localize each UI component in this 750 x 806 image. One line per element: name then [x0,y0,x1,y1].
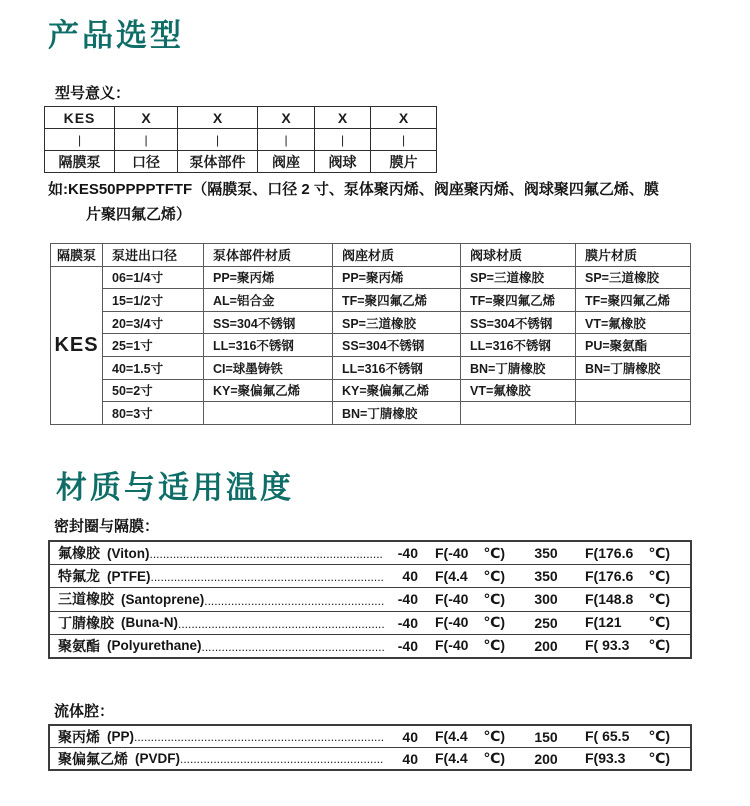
cell: SS=304不锈钢 [333,334,461,357]
high-temp-c-unit: ℃) [648,544,670,561]
cell: BN=丁腈橡胶 [333,402,461,425]
high-temp-f: 250 [534,614,558,631]
high-temp-c-unit: ℃) [648,728,670,744]
model-code-table [44,106,437,173]
high-temp-c [585,568,670,585]
high-temp-f: 300 [534,591,558,608]
connector-bar: | [258,129,315,151]
cell: LL=316不锈钢 [333,356,461,379]
high-temp-f: 350 [534,545,558,562]
material-name: 三道橡胶 [58,591,114,608]
col-header: 阀球材质 [461,244,576,267]
temp-row [50,542,690,564]
cell: 20=3/4寸 [103,311,204,334]
model-example [48,177,720,227]
cell: CI=球墨铸铁 [204,356,333,379]
dot-leader [151,568,385,587]
cell: 50=2寸 [103,379,204,402]
high-temp-c-unit: ℃) [648,567,670,584]
cell: SP=三道橡胶 [576,266,691,289]
material-name-en: (Santoprene) [121,591,205,607]
cell: AL=铝合金 [204,289,333,312]
high-temp-c-value: F(121 [585,614,622,631]
cell: TF=聚四氟乙烯 [576,289,691,312]
high-temp-c-value: F( 65.5 [585,728,630,744]
temp-row [50,634,690,657]
low-temp-c-value: F(4.4 [435,567,468,584]
cell [204,402,333,425]
model-part-name: 隔膜泵 [45,151,115,173]
cell [576,402,691,425]
cell: TF=聚四氟乙烯 [461,289,576,312]
temp-row [50,587,690,610]
page-title-product-selection: 产品选型 [48,18,184,53]
table-row [51,266,691,289]
material-name: 特氟龙 [58,568,100,585]
low-temp-c-value: F(4.4 [435,728,468,744]
cell: 06=1/4寸 [103,266,204,289]
high-temp-c [585,728,670,745]
cell: 80=3寸 [103,402,204,425]
cell [461,402,576,425]
low-temp-c [435,591,505,608]
low-temp-f: -40 [397,614,418,631]
high-temp-c-value: F(176.6 [585,544,634,561]
low-temp-c [435,728,505,745]
temp-row [50,611,690,634]
material-name: 聚偏氟乙烯 [58,750,128,767]
low-temp-c-unit: ℃) [483,637,505,654]
table-row [51,289,691,312]
table-row [51,356,691,379]
col-header: 泵体部件材质 [204,244,333,267]
high-temp-f: 350 [534,568,558,585]
low-temp-c [435,750,505,767]
table-row [51,402,691,425]
cell: SS=304不锈钢 [204,311,333,334]
low-temp-c-unit: ℃) [483,728,505,744]
low-temp-c-unit: ℃) [483,590,505,607]
cell: 15=1/2寸 [103,289,204,312]
cell: SP=三道橡胶 [333,311,461,334]
high-temp-c-unit: ℃) [648,750,670,766]
model-example-line1: 如:KES50PPPPTFTF（隔膜泵、口径 2 寸、泵体聚丙烯、阀座聚丙烯、阀球聚四氟乙烯、膜 [48,181,659,198]
model-part-name: 膜片 [371,151,437,173]
material-name: 氟橡胶 [58,545,100,562]
table-row [51,379,691,402]
table-row [51,334,691,357]
cell: KY=聚偏氟乙烯 [333,379,461,402]
low-temp-f: 40 [402,750,418,767]
cell: PP=聚丙烯 [333,266,461,289]
cell: BN=丁腈橡胶 [576,356,691,379]
material-name-en: (PP) [107,729,134,744]
material-name-en: (Buna-N) [121,615,178,631]
high-temp-c-unit: ℃) [648,614,670,631]
low-temp-c-unit: ℃) [483,567,505,584]
dot-leader [202,638,384,657]
cell: TF=聚四氟乙烯 [333,289,461,312]
dot-leader [178,615,384,634]
material-name-en: (Polyurethane) [107,638,202,654]
material-name-en: (PVDF) [135,751,180,766]
model-code-cell: X [371,107,437,129]
material-name-en: (PTFE) [107,568,151,584]
dot-leader [134,728,384,747]
model-bar-row [45,129,437,151]
high-temp-c [585,637,670,654]
model-code-row [45,107,437,129]
low-temp-c-value: F(-40 [435,637,469,654]
low-temp-f: 40 [402,568,418,585]
low-temp-c [435,614,505,631]
series-cell: KES [51,266,103,424]
high-temp-f: 200 [534,637,558,654]
low-temp-c [435,545,505,562]
low-temp-f: -40 [397,545,418,562]
dot-leader [204,592,384,611]
cell: SP=三道橡胶 [461,266,576,289]
model-meaning-label: 型号意义： [55,85,131,102]
col-header: 泵进出口径 [103,244,204,267]
connector-bar: | [371,129,437,151]
high-temp-c [585,545,670,562]
selection-header-row [51,244,691,267]
cell: 40=1.5寸 [103,356,204,379]
col-header: 阀座材质 [333,244,461,267]
high-temp-c [585,614,670,631]
high-temp-c [585,591,670,608]
model-part-name: 阀座 [258,151,315,173]
page-title-material-temperature: 材质与适用温度 [56,470,294,505]
high-temp-c-unit: ℃) [648,590,670,607]
temp-row [50,726,690,747]
high-temp-c-unit: ℃) [648,637,670,654]
col-header: 隔膜泵 [51,244,103,267]
material-name: 丁腈橡胶 [58,614,114,631]
cell: VT=氟橡胶 [576,311,691,334]
low-temp-c-unit: ℃) [483,614,505,631]
connector-bar: | [315,129,371,151]
col-header: 膜片材质 [576,244,691,267]
material-name: 聚氨酯 [58,637,100,654]
dot-leader [180,750,384,769]
low-temp-c [435,637,505,654]
cell: PU=聚氨酯 [576,334,691,357]
selection-table [50,243,691,425]
model-code-cell: X [115,107,178,129]
low-temp-f: -40 [397,637,418,654]
connector-bar: | [115,129,178,151]
model-code-cell: KES [45,107,115,129]
seal-temperature-table [48,540,692,659]
model-name-row [45,151,437,173]
model-part-name: 阀球 [315,151,371,173]
model-code-cell: X [258,107,315,129]
material-name-en: (Viton) [107,545,150,561]
high-temp-f: 200 [534,750,558,767]
low-temp-f: -40 [397,591,418,608]
connector-bar: | [45,129,115,151]
low-temp-c-value: F(-40 [435,590,469,607]
model-part-name: 泵体部件 [178,151,258,173]
temp-row [50,747,690,769]
high-temp-c-value: F(176.6 [585,567,634,584]
cell: VT=氟橡胶 [461,379,576,402]
cell: 25=1寸 [103,334,204,357]
model-example-line2: 片聚四氟乙烯） [86,206,192,223]
fluid-temperature-table [48,724,692,771]
cell: PP=聚丙烯 [204,266,333,289]
model-code-cell: X [178,107,258,129]
table-row [51,311,691,334]
connector-bar: | [178,129,258,151]
low-temp-c-value: F(4.4 [435,750,468,766]
high-temp-c-value: F( 93.3 [585,637,630,654]
dot-leader [150,545,385,564]
low-temp-c-unit: ℃) [483,544,505,561]
model-part-name: 口径 [115,151,178,173]
low-temp-f: 40 [402,728,418,745]
cell: SS=304不锈钢 [461,311,576,334]
cell: LL=316不锈钢 [461,334,576,357]
low-temp-c-value: F(-40 [435,544,469,561]
low-temp-c-value: F(-40 [435,614,469,631]
cell [576,379,691,402]
high-temp-c-value: F(148.8 [585,590,634,607]
seal-diaphragm-label: 密封圈与隔膜： [54,518,160,535]
material-name: 聚丙烯 [58,728,100,745]
temp-row [50,564,690,587]
high-temp-c-value: F(93.3 [585,750,626,766]
model-code-cell: X [315,107,371,129]
high-temp-f: 150 [534,728,558,745]
low-temp-c-unit: ℃) [483,750,505,766]
cell: LL=316不锈钢 [204,334,333,357]
cell: BN=丁腈橡胶 [461,356,576,379]
high-temp-c [585,750,670,767]
cell: KY=聚偏氟乙烯 [204,379,333,402]
fluid-chamber-label: 流体腔： [54,703,115,720]
low-temp-c [435,568,505,585]
